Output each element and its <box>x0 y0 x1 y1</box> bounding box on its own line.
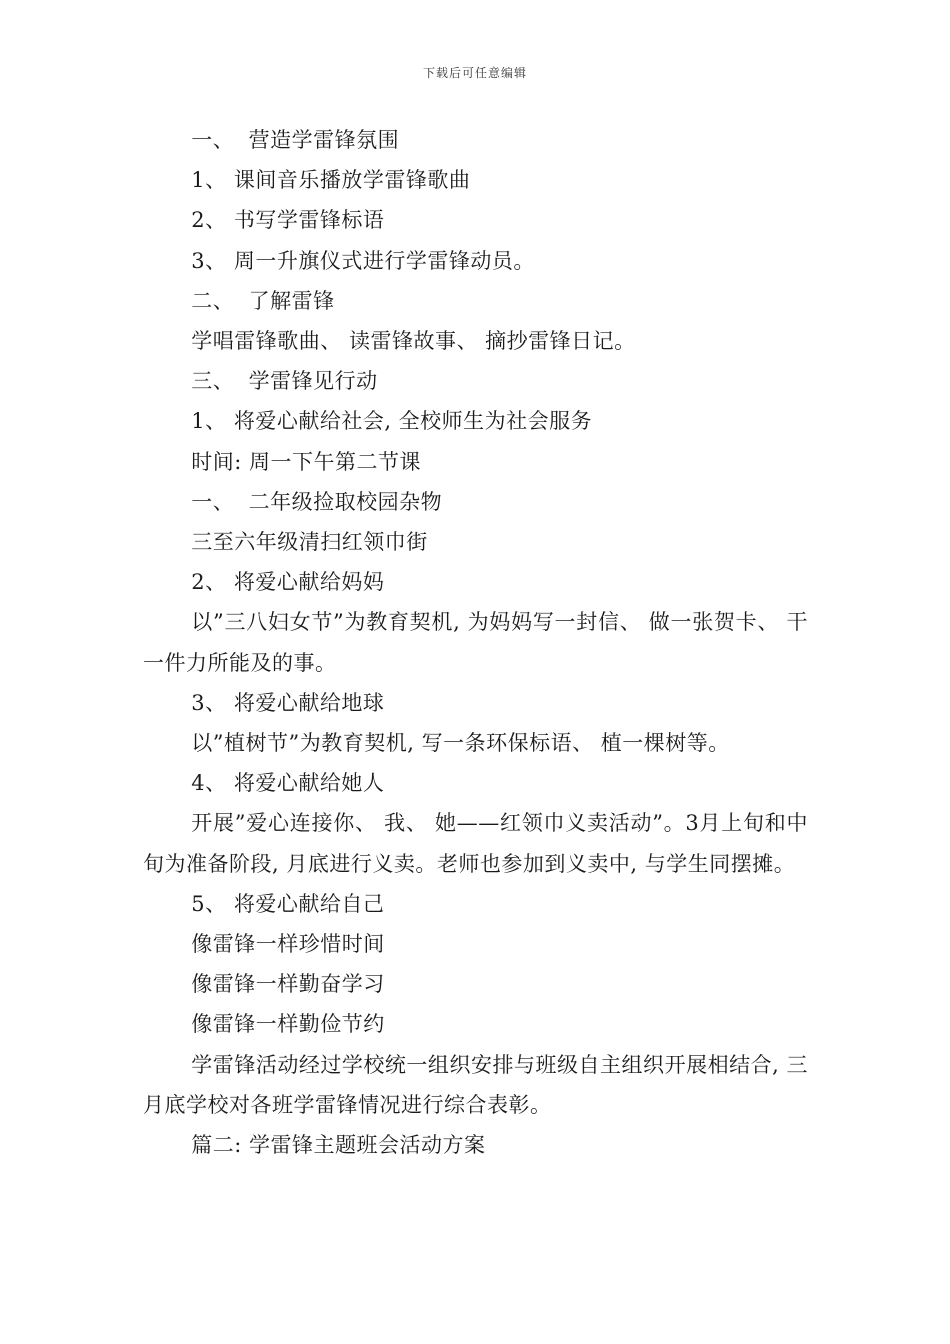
paragraph: 像雷锋一样珍惜时间 <box>191 932 385 957</box>
paragraph: 开展”爱心连接你、 我、 她——红领巾义卖活动”。3月上旬和中旬为准备阶段, 月底进行义卖。老师也参加到义卖中, 与学生同摆摊。 <box>143 811 808 876</box>
paragraph: 4、 将爱心献给她人 <box>191 771 385 796</box>
paragraph: 像雷锋一样勤奋学习 <box>191 972 385 997</box>
paragraph: 以”植树节”为教育契机, 写一条环保标语、 植一棵树等。 <box>191 731 730 756</box>
paragraph: 像雷锋一样勤俭节约 <box>191 1012 385 1037</box>
paragraph: 篇二: 学雷锋主题班会活动方案 <box>191 1133 486 1158</box>
paragraph: 一、 营造学雷锋氛围 <box>191 128 400 152</box>
paragraph: 5、 将爱心献给自己 <box>191 891 385 916</box>
paragraph: 2、 书写学雷锋标语 <box>191 208 385 233</box>
page-header: 下载后可任意编辑 <box>422 66 527 80</box>
paragraph: 1、 将爱心献给社会, 全校师生为社会服务 <box>191 409 593 434</box>
paragraph: 三至六年级清扫红领巾街 <box>191 530 428 555</box>
paragraph: 一、 二年级捡取校园杂物 <box>191 489 443 514</box>
paragraph: 学雷锋活动经过学校统一组织安排与班级自主组织开展相结合, 三月底学校对各班学雷锋情况进行综合表彰。 <box>143 1052 808 1117</box>
paragraph: 2、 将爱心献给妈妈 <box>191 570 385 595</box>
paragraph: 以”三八妇女节”为教育契机, 为妈妈写一封信、 做一张贺卡、 干一件力所能及的事。 <box>143 610 808 675</box>
paragraph: 3、 周一升旗仪式进行学雷锋动员。 <box>191 248 535 273</box>
paragraph: 学唱雷锋歌曲、 读雷锋故事、 摘抄雷锋日记。 <box>191 329 636 354</box>
paragraph: 时间: 周一下午第二节课 <box>191 449 422 474</box>
paragraph: 二、 了解雷锋 <box>191 288 335 313</box>
paragraph: 1、 课间音乐播放学雷锋歌曲 <box>191 168 471 193</box>
paragraph: 三、 学雷锋见行动 <box>191 369 378 394</box>
document-body <box>143 120 808 1165</box>
paragraph: 3、 将爱心献给地球 <box>191 690 385 715</box>
